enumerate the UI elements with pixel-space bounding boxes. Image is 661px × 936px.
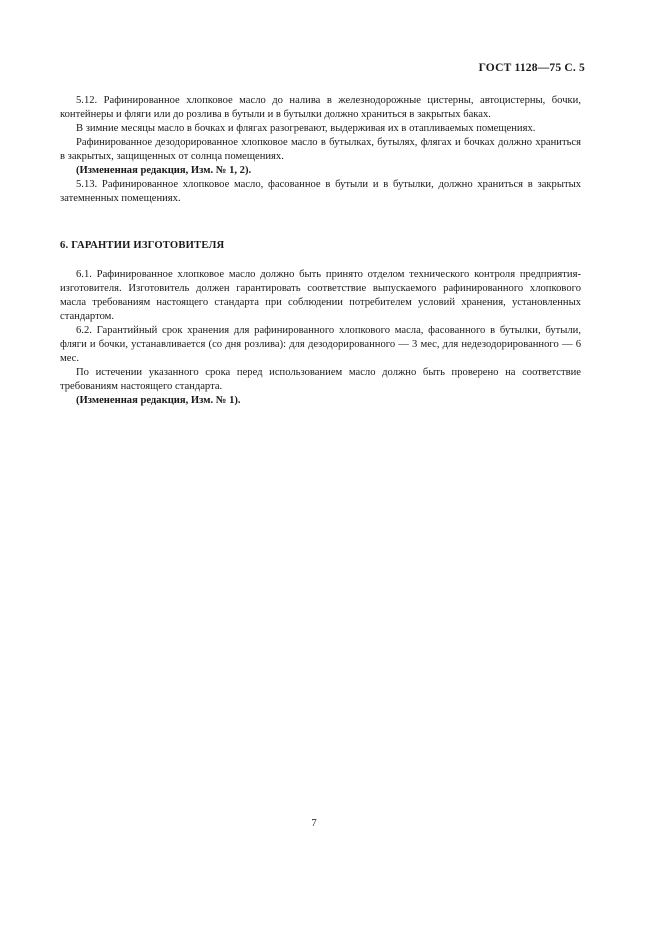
page-number: 7: [311, 818, 317, 829]
page-header: ГОСТ 1128—75 С. 5: [478, 62, 585, 74]
amendment-note: (Измененная редакция, Изм. № 1).: [76, 395, 241, 406]
section-title: 6. ГАРАНТИИ ИЗГОТОВИТЕЛЯ: [60, 240, 225, 251]
paragraph-6-1: 6.1. Рафинированное хлопковое масло должно быть принято отделом технического контроля предприятия-изготовителя. Изготовитель должен гарантировать соответствие выпускаемого рафинированного хлопкового масла требованиям настоящего стандарта при соблюдении потребителем условий хранения, установленных стандартом.: [60, 269, 581, 322]
paragraph-expiry-check: По истечении указанного срока перед использованием масло должно быть проверено на соответствие требованиям настоящего стандарта.: [60, 367, 581, 392]
paragraph-winter-heating: В зимние месяцы масло в бочках и флягах разогревают, выдерживая их в отапливаемых помещениях.: [76, 123, 536, 134]
paragraph-6-2: 6.2. Гарантийный срок хранения для рафинированного хлопкового масла, фасованного в бутылки, бутыли, фляги и бочки, устанавливается (со дня розлива): для дезодорированного — 3 мес, для недезодорированного — 6 мес.: [60, 325, 581, 364]
document-body: [60, 94, 581, 408]
paragraph-5-12: 5.12. Рафинированное хлопковое масло до налива в железнодорожные цистерны, автоцистерны, бочки, контейнеры и фляги или до розлива в бутыли и в бутылки должно храниться в закрытых баках.: [60, 95, 581, 120]
paragraph-deodorized-storage: Рафинированное дезодорированное хлопковое масло в бутылках, бутылях, флягах и бочках должно храниться в закрытых, защищенных от солнца помещениях.: [60, 137, 581, 162]
paragraph-5-13: 5.13. Рафинированное хлопковое масло, фасованное в бутыли и в бутылки, должно храниться в закрытых затемненных помещениях.: [60, 179, 581, 204]
amendment-note: (Измененная редакция, Изм. № 1, 2).: [76, 165, 252, 176]
